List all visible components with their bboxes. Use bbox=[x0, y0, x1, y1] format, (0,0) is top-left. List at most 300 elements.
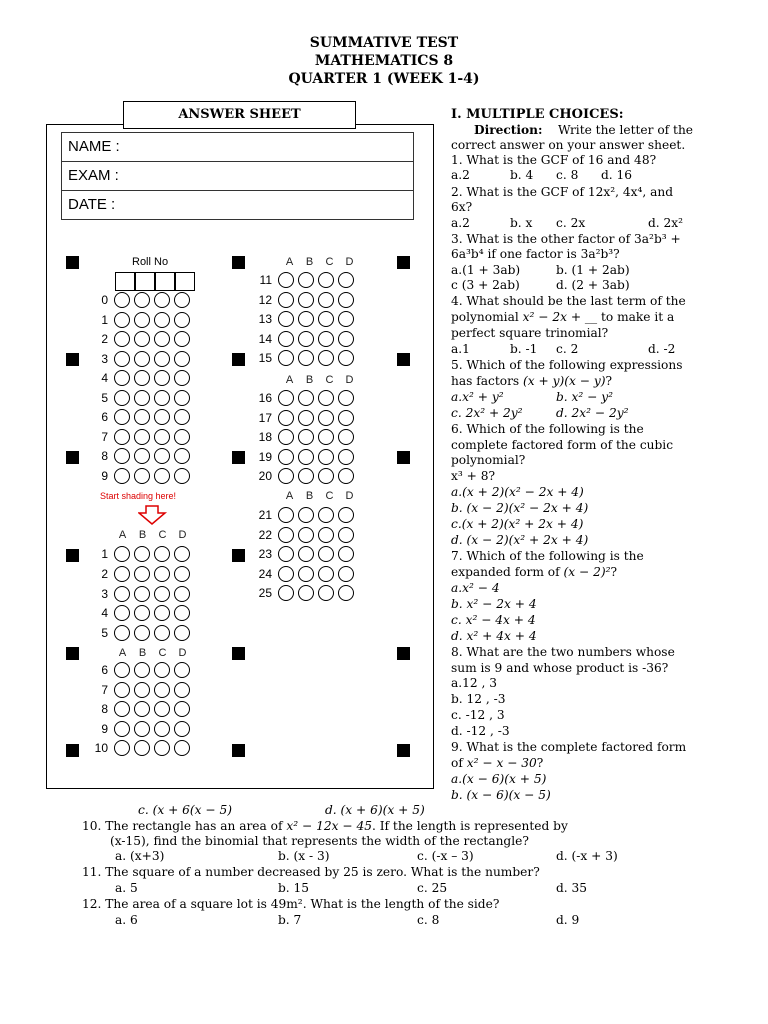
q7-opt-b: b. x² − 2x + 4 bbox=[451, 597, 537, 611]
q10-text-2: (x-15), find the binomial that represents the width of the rectangle? bbox=[110, 834, 529, 848]
answer-bubble[interactable] bbox=[318, 331, 334, 347]
roll-number: 5 bbox=[101, 390, 108, 405]
roll-row bbox=[76, 331, 256, 349]
answer-bubble[interactable] bbox=[278, 566, 294, 582]
answer-bubble[interactable] bbox=[174, 409, 190, 425]
q5-opt-a: a.x² + y² bbox=[451, 390, 504, 404]
choice-letter: D bbox=[345, 490, 354, 502]
q6-text-2: complete factored form of the cubic bbox=[451, 438, 674, 452]
roll-no-box[interactable] bbox=[115, 272, 135, 291]
q12-opt-a: a. 6 bbox=[115, 913, 138, 927]
answer-bubble[interactable] bbox=[174, 292, 190, 308]
answer-bubble[interactable] bbox=[134, 448, 150, 464]
answer-bubble[interactable] bbox=[114, 448, 130, 464]
answer-number: 3 bbox=[101, 586, 108, 601]
answer-bubble[interactable] bbox=[154, 605, 170, 621]
answer-bubble[interactable] bbox=[154, 625, 170, 641]
choice-letter: C bbox=[325, 256, 334, 268]
answer-bubble[interactable] bbox=[318, 585, 334, 601]
choice-letter: D bbox=[345, 374, 354, 386]
q8-text-2: sum is 9 and whose product is -36? bbox=[451, 661, 669, 675]
roll-no-title: Roll No bbox=[132, 256, 169, 268]
answer-bubble[interactable] bbox=[134, 409, 150, 425]
answer-row bbox=[76, 721, 256, 739]
choice-letter: C bbox=[325, 374, 334, 386]
answer-bubble[interactable] bbox=[318, 566, 334, 582]
answer-bubble[interactable] bbox=[114, 292, 130, 308]
timing-mark bbox=[397, 647, 410, 660]
q12-opt-c: c. 8 bbox=[417, 913, 440, 927]
answer-bubble[interactable] bbox=[154, 721, 170, 737]
choice-letter: C bbox=[325, 490, 334, 502]
answer-bubble[interactable] bbox=[278, 272, 294, 288]
answer-bubble[interactable] bbox=[114, 429, 130, 445]
answer-number: 2 bbox=[101, 566, 108, 581]
q6-opt-d: d. (x − 2)(x² + 2x + 4) bbox=[451, 533, 589, 547]
timing-mark bbox=[397, 744, 410, 757]
answer-number: 4 bbox=[101, 606, 108, 621]
roll-number: 4 bbox=[101, 371, 108, 385]
answer-bubble[interactable] bbox=[154, 740, 170, 756]
answer-row bbox=[240, 410, 420, 428]
q8-opt-c: c. -12 , 3 bbox=[451, 708, 505, 722]
q5-text-2b: ? bbox=[605, 374, 613, 388]
answer-row bbox=[76, 625, 256, 643]
answer-bubble[interactable] bbox=[154, 468, 170, 484]
choice-letter: B bbox=[138, 529, 147, 541]
answer-bubble[interactable] bbox=[298, 429, 314, 445]
q3-opt-d: d. (2 + 3ab) bbox=[556, 278, 630, 292]
answer-bubble[interactable] bbox=[298, 350, 314, 366]
answer-bubble[interactable] bbox=[154, 351, 170, 367]
answer-bubble[interactable] bbox=[298, 311, 314, 327]
answer-row bbox=[76, 701, 256, 719]
q7-opt-a: a.x² − 4 bbox=[451, 581, 500, 595]
roll-number: 1 bbox=[101, 312, 108, 327]
answer-bubble[interactable] bbox=[318, 311, 334, 327]
q4-text-1: 4. What should be the last term of the bbox=[451, 294, 686, 308]
roll-number: 6 bbox=[101, 410, 108, 424]
q4-text-3: perfect square trinomial? bbox=[451, 326, 609, 340]
q7-expr: (x − 2)² bbox=[563, 565, 611, 579]
answer-bubble[interactable] bbox=[174, 701, 190, 717]
answer-bubble[interactable] bbox=[338, 350, 354, 366]
date-field[interactable]: DATE : bbox=[61, 190, 414, 220]
q9-text-2b: ? bbox=[536, 756, 544, 770]
q10-expr: x² − 12x − 45 bbox=[286, 819, 372, 833]
answer-bubble[interactable] bbox=[174, 682, 190, 698]
answer-row bbox=[240, 311, 420, 329]
answer-bubble[interactable] bbox=[174, 605, 190, 621]
answer-bubble[interactable] bbox=[154, 429, 170, 445]
answer-number: 14 bbox=[258, 331, 272, 346]
answer-bubble[interactable] bbox=[318, 546, 334, 562]
answer-number: 12 bbox=[258, 292, 272, 307]
answer-bubble[interactable] bbox=[134, 331, 150, 347]
answer-row bbox=[76, 740, 256, 758]
answer-bubble[interactable] bbox=[114, 468, 130, 484]
title-line-2: MATHEMATICS 8 bbox=[314, 53, 454, 69]
q10-text-1a: 10. The rectangle has an area of bbox=[82, 819, 287, 833]
answer-bubble[interactable] bbox=[154, 586, 170, 602]
answer-row bbox=[76, 566, 256, 584]
answer-row bbox=[240, 350, 420, 368]
q11-opt-a: a. 5 bbox=[115, 881, 138, 895]
answer-number: 17 bbox=[258, 410, 272, 425]
section-title: I. MULTIPLE CHOICES: bbox=[451, 107, 624, 122]
answer-bubble[interactable] bbox=[134, 586, 150, 602]
answer-bubble[interactable] bbox=[338, 449, 354, 465]
answer-bubble[interactable] bbox=[278, 585, 294, 601]
answer-bubble[interactable] bbox=[114, 566, 130, 582]
answer-bubble[interactable] bbox=[114, 390, 130, 406]
roll-row bbox=[76, 468, 256, 486]
answer-bubble[interactable] bbox=[134, 351, 150, 367]
q2-opt-d: d. 2x² bbox=[648, 216, 684, 230]
choice-letter: A bbox=[118, 529, 127, 541]
answer-bubble[interactable] bbox=[174, 546, 190, 562]
direction-label: Direction: bbox=[474, 123, 543, 137]
answer-bubble[interactable] bbox=[174, 331, 190, 347]
q12-text: 12. The area of a square lot is 49m². What is the length of the side? bbox=[82, 897, 500, 911]
answer-bubble[interactable] bbox=[114, 586, 130, 602]
answer-bubble[interactable] bbox=[318, 390, 334, 406]
q7-opt-d: d. x² + 4x + 4 bbox=[451, 629, 537, 643]
q8-opt-b: b. 12 , -3 bbox=[451, 692, 506, 706]
q1-opt-a: a.2 bbox=[451, 168, 470, 182]
answer-bubble[interactable] bbox=[318, 410, 334, 426]
q11-opt-d: d. 35 bbox=[556, 881, 588, 895]
q4-opt-c: c. 2 bbox=[556, 342, 579, 356]
answer-bubble[interactable] bbox=[338, 272, 354, 288]
answer-number: 19 bbox=[258, 449, 272, 464]
title-line-3: QUARTER 1 (WEEK 1-4) bbox=[288, 71, 480, 87]
answer-bubble[interactable] bbox=[298, 546, 314, 562]
q3-opt-b: b. (1 + 2ab) bbox=[556, 263, 630, 277]
choice-letter: D bbox=[345, 256, 354, 268]
answer-bubble[interactable] bbox=[318, 292, 334, 308]
answer-number: 20 bbox=[258, 469, 272, 484]
choice-letter: B bbox=[305, 256, 314, 268]
roll-row bbox=[76, 312, 256, 330]
answer-bubble[interactable] bbox=[298, 272, 314, 288]
answer-bubble[interactable] bbox=[134, 546, 150, 562]
timing-mark bbox=[232, 256, 245, 269]
answer-number: 7 bbox=[101, 682, 108, 697]
answer-row bbox=[240, 429, 420, 447]
answer-bubble[interactable] bbox=[338, 585, 354, 601]
roll-row bbox=[76, 390, 256, 408]
q2-opt-b: b. x bbox=[510, 216, 533, 230]
choice-letter: D bbox=[178, 529, 187, 541]
q6-text-3: polynomial? bbox=[451, 453, 526, 467]
answer-bubble[interactable] bbox=[278, 546, 294, 562]
answer-bubble[interactable] bbox=[278, 390, 294, 406]
q10-opt-d: d. (-x + 3) bbox=[556, 849, 618, 863]
answer-number: 5 bbox=[101, 626, 108, 641]
q5-opt-d: d. 2x² − 2y² bbox=[556, 406, 629, 420]
answer-bubble[interactable] bbox=[114, 331, 130, 347]
answer-bubble[interactable] bbox=[154, 448, 170, 464]
choice-letter: B bbox=[138, 647, 147, 659]
answer-bubble[interactable] bbox=[174, 468, 190, 484]
q4-text-2a: polynomial bbox=[451, 310, 523, 324]
answer-row bbox=[240, 546, 420, 564]
answer-number: 24 bbox=[258, 566, 272, 581]
answer-row bbox=[76, 662, 256, 680]
answer-bubble[interactable] bbox=[154, 546, 170, 562]
answer-bubble[interactable] bbox=[298, 585, 314, 601]
answer-number: 11 bbox=[259, 273, 272, 287]
answer-bubble[interactable] bbox=[134, 721, 150, 737]
answer-bubble[interactable] bbox=[154, 370, 170, 386]
q3-text-1: 3. What is the other factor of 3a²b³ + bbox=[451, 232, 681, 246]
answer-bubble[interactable] bbox=[134, 566, 150, 582]
answer-bubble[interactable] bbox=[174, 721, 190, 737]
answer-number: 25 bbox=[258, 586, 272, 601]
roll-number: 3 bbox=[101, 351, 108, 366]
answer-bubble[interactable] bbox=[154, 682, 170, 698]
q2-text-2: 6x? bbox=[451, 200, 473, 214]
q5-text-2a: has factors bbox=[451, 374, 524, 388]
q4-opt-b: b. -1 bbox=[510, 342, 538, 356]
q10-opt-a: a. (x+3) bbox=[115, 849, 165, 863]
answer-bubble[interactable] bbox=[134, 662, 150, 678]
answer-bubble[interactable] bbox=[154, 566, 170, 582]
q8-opt-d: d. -12 , -3 bbox=[451, 724, 510, 738]
q7-opt-c: c. x² − 4x + 4 bbox=[451, 613, 536, 627]
answer-bubble[interactable] bbox=[174, 586, 190, 602]
answer-bubble[interactable] bbox=[278, 331, 294, 347]
q4-opt-d: d. -2 bbox=[648, 342, 676, 356]
answer-bubble[interactable] bbox=[114, 662, 130, 678]
q6-opt-a: a.(x + 2)(x² − 2x + 4) bbox=[451, 485, 584, 499]
q2-opt-c: c. 2x bbox=[556, 216, 586, 230]
answer-bubble[interactable] bbox=[338, 390, 354, 406]
answer-bubble[interactable] bbox=[298, 507, 314, 523]
start-shading-note: Start shading here! bbox=[100, 491, 177, 501]
answer-bubble[interactable] bbox=[338, 566, 354, 582]
answer-bubble[interactable] bbox=[298, 566, 314, 582]
q5-expr: (x + y)(x − y) bbox=[523, 374, 606, 388]
exam-field[interactable]: EXAM : bbox=[61, 161, 414, 191]
answer-row bbox=[240, 390, 420, 408]
answer-bubble[interactable] bbox=[134, 390, 150, 406]
q11-opt-c: c. 25 bbox=[417, 881, 448, 895]
answer-bubble[interactable] bbox=[338, 527, 354, 543]
choice-letter: A bbox=[118, 647, 127, 659]
answer-bubble[interactable] bbox=[298, 292, 314, 308]
roll-number: 7 bbox=[101, 429, 108, 444]
answer-bubble[interactable] bbox=[154, 662, 170, 678]
answer-bubble[interactable] bbox=[114, 740, 130, 756]
answer-bubble[interactable] bbox=[134, 468, 150, 484]
roll-no-box[interactable] bbox=[135, 272, 155, 291]
answer-bubble[interactable] bbox=[338, 410, 354, 426]
answer-number: 18 bbox=[258, 430, 272, 445]
answer-number: 10 bbox=[94, 741, 108, 756]
answer-bubble[interactable] bbox=[114, 605, 130, 621]
answer-row bbox=[240, 272, 420, 290]
answer-number: 22 bbox=[258, 527, 272, 542]
q2-text-1: 2. What is the GCF of 12x², 4x⁴, and bbox=[451, 185, 674, 199]
roll-row bbox=[76, 370, 256, 388]
roll-row bbox=[76, 448, 256, 466]
answer-bubble[interactable] bbox=[174, 625, 190, 641]
answer-bubble[interactable] bbox=[318, 449, 334, 465]
answer-bubble[interactable] bbox=[338, 292, 354, 308]
answer-bubble[interactable] bbox=[154, 312, 170, 328]
q7-text-1: 7. Which of the following is the bbox=[451, 549, 644, 563]
answer-bubble[interactable] bbox=[338, 331, 354, 347]
answer-bubble[interactable] bbox=[134, 370, 150, 386]
choice-letter: B bbox=[305, 490, 314, 502]
choice-letter: D bbox=[178, 647, 187, 659]
answer-bubble[interactable] bbox=[154, 331, 170, 347]
answer-row bbox=[240, 468, 420, 486]
answer-bubble[interactable] bbox=[134, 625, 150, 641]
q6-text-1: 6. Which of the following is the bbox=[451, 422, 644, 436]
choice-letter: B bbox=[305, 374, 314, 386]
answer-bubble[interactable] bbox=[278, 350, 294, 366]
answer-bubble[interactable] bbox=[114, 370, 130, 386]
answer-bubble[interactable] bbox=[278, 468, 294, 484]
q9-text-1: 9. What is the complete factored form bbox=[451, 740, 687, 754]
answer-bubble[interactable] bbox=[114, 409, 130, 425]
roll-no-box[interactable] bbox=[155, 272, 175, 291]
answer-bubble[interactable] bbox=[298, 449, 314, 465]
answer-bubble[interactable] bbox=[114, 701, 130, 717]
answer-bubble[interactable] bbox=[318, 350, 334, 366]
q11-text: 11. The square of a number decreased by 25 is zero. What is the number? bbox=[82, 865, 540, 879]
answer-bubble[interactable] bbox=[114, 312, 130, 328]
answer-bubble[interactable] bbox=[174, 740, 190, 756]
q1-text: 1. What is the GCF of 16 and 48? bbox=[451, 153, 657, 167]
answer-bubble[interactable] bbox=[134, 292, 150, 308]
answer-bubble[interactable] bbox=[338, 311, 354, 327]
q11-opt-b: b. 15 bbox=[278, 881, 310, 895]
answer-bubble[interactable] bbox=[114, 721, 130, 737]
roll-number: 9 bbox=[101, 468, 108, 483]
answer-bubble[interactable] bbox=[134, 682, 150, 698]
answer-bubble[interactable] bbox=[298, 390, 314, 406]
q7-text-2b: ? bbox=[610, 565, 618, 579]
answer-bubble[interactable] bbox=[134, 429, 150, 445]
answer-bubble[interactable] bbox=[174, 351, 190, 367]
answer-bubble[interactable] bbox=[338, 546, 354, 562]
q3-opt-a: a.(1 + 3ab) bbox=[451, 263, 521, 277]
answer-bubble[interactable] bbox=[114, 351, 130, 367]
answer-bubble[interactable] bbox=[278, 429, 294, 445]
answer-row bbox=[240, 585, 420, 603]
answer-bubble[interactable] bbox=[134, 740, 150, 756]
answer-bubble[interactable] bbox=[134, 701, 150, 717]
choice-letter: A bbox=[285, 374, 294, 386]
answer-number: 9 bbox=[101, 721, 108, 736]
roll-number: 2 bbox=[101, 332, 108, 346]
roll-no-box[interactable] bbox=[175, 272, 195, 291]
answer-bubble[interactable] bbox=[278, 311, 294, 327]
answer-number: 1 bbox=[101, 547, 108, 561]
answer-bubble[interactable] bbox=[298, 527, 314, 543]
name-field[interactable]: NAME : bbox=[61, 132, 414, 162]
q4-expr: x² − 2x + __ bbox=[522, 310, 598, 324]
q9-text-2a: of bbox=[451, 756, 467, 770]
q10-opt-b: b. (x - 3) bbox=[278, 849, 330, 863]
q5-opt-b: b. x² − y² bbox=[556, 390, 614, 404]
q4-text-2b: to make it a bbox=[597, 310, 675, 324]
answer-bubble[interactable] bbox=[278, 507, 294, 523]
direction-text-1: Write the letter of the bbox=[558, 123, 694, 137]
answer-bubble[interactable] bbox=[278, 527, 294, 543]
answer-number: 16 bbox=[258, 391, 272, 405]
q9-opt-a: a.(x − 6)(x + 5) bbox=[451, 772, 547, 786]
answer-bubble[interactable] bbox=[298, 410, 314, 426]
direction-text-2: correct answer on your answer sheet. bbox=[451, 138, 686, 152]
answer-bubble[interactable] bbox=[278, 449, 294, 465]
q5-opt-c: c. 2x² + 2y² bbox=[451, 406, 523, 420]
answer-bubble[interactable] bbox=[134, 605, 150, 621]
q1-opt-d: d. 16 bbox=[601, 168, 633, 182]
answer-bubble[interactable] bbox=[318, 429, 334, 445]
answer-bubble[interactable] bbox=[114, 625, 130, 641]
answer-bubble[interactable] bbox=[174, 448, 190, 464]
answer-bubble[interactable] bbox=[154, 701, 170, 717]
answer-bubble[interactable] bbox=[318, 468, 334, 484]
timing-mark bbox=[397, 256, 410, 269]
answer-bubble[interactable] bbox=[114, 682, 130, 698]
answer-number: 8 bbox=[101, 702, 108, 717]
q3-opt-c: c (3 + 2ab) bbox=[451, 278, 520, 292]
answer-bubble[interactable] bbox=[278, 410, 294, 426]
choice-letter: C bbox=[158, 529, 167, 541]
answer-bubble[interactable] bbox=[338, 507, 354, 523]
answer-bubble[interactable] bbox=[318, 272, 334, 288]
answer-bubble[interactable] bbox=[174, 312, 190, 328]
answer-bubble[interactable] bbox=[338, 468, 354, 484]
answer-bubble[interactable] bbox=[174, 566, 190, 582]
answer-row bbox=[240, 507, 420, 525]
q2-opt-a: a.2 bbox=[451, 216, 470, 230]
answer-bubble[interactable] bbox=[174, 390, 190, 406]
roll-row bbox=[76, 429, 256, 447]
answer-bubble[interactable] bbox=[174, 429, 190, 445]
roll-number: 0 bbox=[101, 293, 108, 307]
answer-row bbox=[240, 449, 420, 467]
answer-bubble[interactable] bbox=[154, 292, 170, 308]
answer-bubble[interactable] bbox=[174, 662, 190, 678]
answer-row bbox=[240, 331, 420, 349]
answer-bubble[interactable] bbox=[298, 468, 314, 484]
roll-row bbox=[76, 292, 256, 310]
q4-opt-a: a.1 bbox=[451, 342, 470, 356]
roll-number: 8 bbox=[101, 449, 108, 463]
q7-text-2a: expanded form of bbox=[451, 565, 564, 579]
answer-bubble[interactable] bbox=[318, 507, 334, 523]
answer-bubble[interactable] bbox=[154, 390, 170, 406]
answer-bubble[interactable] bbox=[134, 312, 150, 328]
answer-bubble[interactable] bbox=[174, 370, 190, 386]
answer-bubble[interactable] bbox=[114, 546, 130, 562]
answer-bubble[interactable] bbox=[338, 429, 354, 445]
q6-opt-b: b. (x − 2)(x² − 2x + 4) bbox=[451, 501, 589, 515]
answer-number: 15 bbox=[258, 351, 272, 366]
q9-opt-c: c. (x + 6(x − 5) bbox=[138, 803, 233, 817]
answer-bubble[interactable] bbox=[154, 409, 170, 425]
answer-bubble[interactable] bbox=[298, 331, 314, 347]
answer-bubble[interactable] bbox=[318, 527, 334, 543]
answer-bubble[interactable] bbox=[278, 292, 294, 308]
